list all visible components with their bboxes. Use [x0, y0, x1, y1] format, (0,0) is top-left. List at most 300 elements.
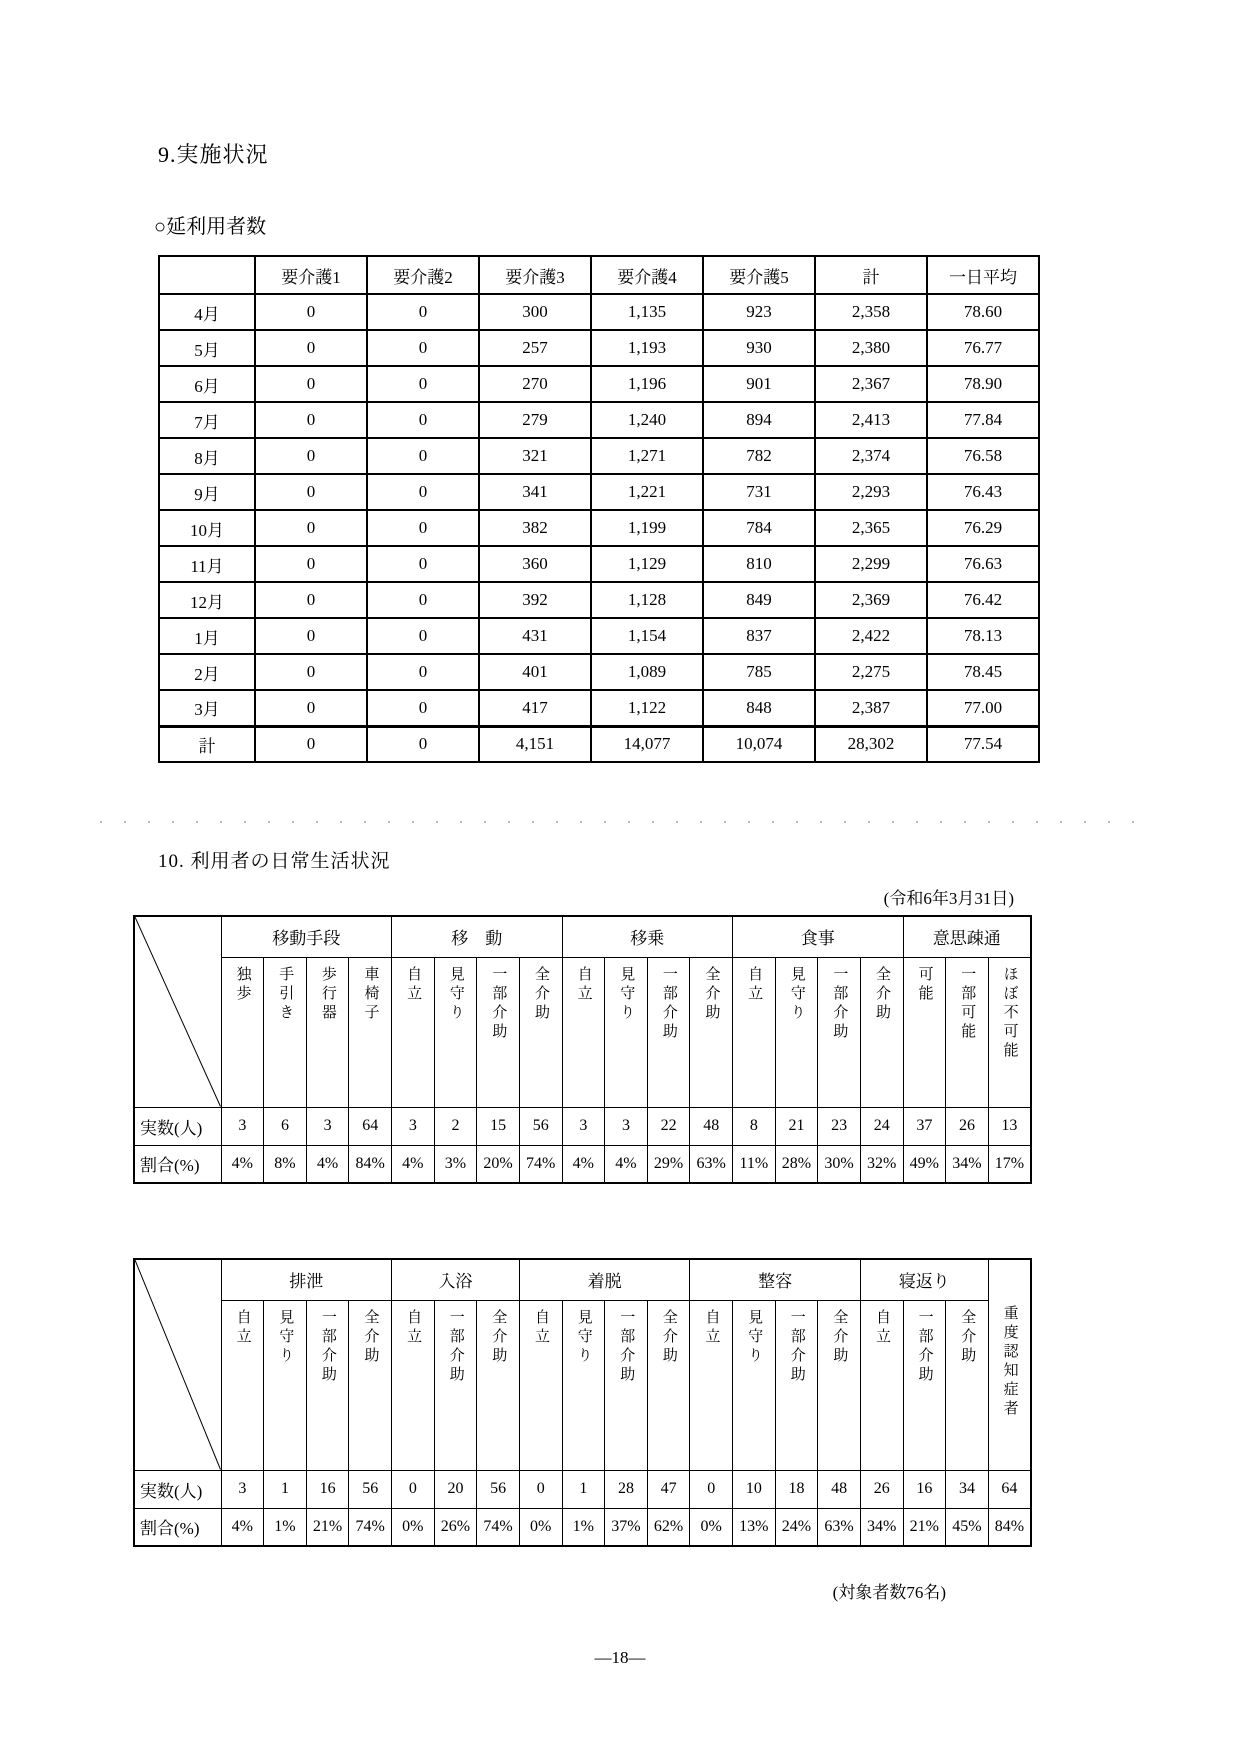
subheader-cell — [562, 1300, 605, 1470]
count-cell: 56 — [477, 1470, 520, 1508]
vertical-label: 一部介助 — [447, 1308, 464, 1385]
table-row — [159, 330, 1039, 366]
vertical-label: 全介助 — [873, 965, 890, 1023]
value-cell: 2,374 — [815, 438, 927, 474]
diagonal-cell — [134, 916, 221, 1107]
subheader-cell — [264, 1300, 307, 1470]
count-cell: 1 — [562, 1470, 605, 1508]
group-header: 着脱 — [519, 1259, 690, 1300]
count-cell: 16 — [903, 1470, 946, 1508]
count-cell: 26 — [946, 1107, 989, 1145]
value-cell: 0 — [367, 690, 479, 726]
count-cell: 37 — [903, 1107, 946, 1145]
subheader-cell — [733, 1300, 776, 1470]
vertical-label: 自立 — [405, 965, 422, 1004]
table-row — [159, 510, 1039, 546]
table-row — [159, 690, 1039, 726]
subheader-cell — [264, 957, 307, 1107]
value-cell: 0 — [367, 618, 479, 654]
percent-cell: 1% — [562, 1508, 605, 1546]
vertical-label: 全介助 — [660, 1308, 677, 1366]
count-cell: 22 — [647, 1107, 690, 1145]
count-cell: 56 — [349, 1470, 392, 1508]
value-cell: 1,193 — [591, 330, 703, 366]
row-label: 割合(%) — [134, 1508, 221, 1546]
vertical-label: 手引き — [277, 965, 294, 1023]
diagonal-line — [135, 917, 221, 1107]
group-header: 食事 — [733, 916, 904, 957]
percent-cell: 24% — [775, 1508, 818, 1546]
value-cell: 0 — [255, 510, 367, 546]
count-cell: 13 — [988, 1107, 1031, 1145]
vertical-label: 見守り — [277, 1308, 294, 1366]
subheader-cell — [477, 957, 520, 1107]
percent-cell: 28% — [775, 1145, 818, 1183]
value-cell: 360 — [479, 546, 591, 582]
percent-cell: 34% — [946, 1145, 989, 1183]
percent-cell: 4% — [562, 1145, 605, 1183]
table-row — [159, 294, 1039, 330]
value-cell: 76.77 — [927, 330, 1039, 366]
percent-cell: 0% — [690, 1508, 733, 1546]
row-label: 実数(人) — [134, 1470, 221, 1508]
counts-row — [134, 1107, 1031, 1145]
subheader-cell — [818, 1300, 861, 1470]
vertical-label: 一部可能 — [959, 965, 976, 1042]
value-cell: 0 — [255, 654, 367, 690]
vertical-label: 一部介助 — [660, 965, 677, 1042]
percent-cell: 74% — [349, 1508, 392, 1546]
value-cell: 77.54 — [927, 726, 1039, 762]
subheader-cell — [434, 1300, 477, 1470]
subheader-cell — [221, 957, 264, 1107]
count-cell: 0 — [519, 1470, 562, 1508]
percent-cell: 4% — [392, 1145, 435, 1183]
value-cell: 76.58 — [927, 438, 1039, 474]
value-cell: 1,196 — [591, 366, 703, 402]
value-cell: 1,271 — [591, 438, 703, 474]
value-cell: 930 — [703, 330, 815, 366]
count-cell: 6 — [264, 1107, 307, 1145]
subheader-cell — [733, 957, 776, 1107]
subheader-cell — [903, 957, 946, 1107]
value-cell: 0 — [255, 690, 367, 726]
vertical-label: 歩行器 — [319, 965, 336, 1023]
value-cell: 279 — [479, 402, 591, 438]
vertical-label: 見守り — [618, 965, 635, 1023]
users-table-caption: ○延利用者数 — [154, 216, 267, 238]
value-cell: 76.42 — [927, 582, 1039, 618]
count-cell: 47 — [647, 1470, 690, 1508]
value-cell: 0 — [367, 474, 479, 510]
subheader-cell — [392, 957, 435, 1107]
count-cell: 21 — [775, 1107, 818, 1145]
monthly-users-table-body — [159, 294, 1039, 762]
subheader-cell — [690, 1300, 733, 1470]
table-row — [159, 726, 1039, 762]
value-cell: 0 — [255, 618, 367, 654]
subheader-cell — [690, 957, 733, 1107]
subheader-cell — [818, 957, 861, 1107]
percent-cell: 26% — [434, 1508, 477, 1546]
subheader-cell — [647, 957, 690, 1107]
table-row — [159, 402, 1039, 438]
adl-table-1 — [133, 915, 1032, 1184]
value-cell: 785 — [703, 654, 815, 690]
vertical-label: 一部介助 — [916, 1308, 933, 1385]
value-cell: 2,413 — [815, 402, 927, 438]
value-cell: 0 — [255, 330, 367, 366]
count-cell: 64 — [988, 1470, 1031, 1508]
row-label-cell: 5月 — [159, 330, 255, 366]
percent-cell: 4% — [221, 1145, 264, 1183]
value-cell: 300 — [479, 294, 591, 330]
value-cell: 270 — [479, 366, 591, 402]
value-cell: 0 — [367, 366, 479, 402]
row-label-cell: 1月 — [159, 618, 255, 654]
value-cell: 341 — [479, 474, 591, 510]
value-cell: 848 — [703, 690, 815, 726]
vertical-label: 全介助 — [959, 1308, 976, 1366]
percent-cell: 3% — [434, 1145, 477, 1183]
page-number: —18— — [594, 1648, 646, 1667]
counts-row — [134, 1470, 1031, 1508]
table-row — [159, 438, 1039, 474]
value-cell: 784 — [703, 510, 815, 546]
subheader-cell — [392, 1300, 435, 1470]
value-cell: 78.45 — [927, 654, 1039, 690]
subheader-cell — [306, 1300, 349, 1470]
vertical-label: ほぼ不可能 — [1001, 965, 1018, 1061]
vertical-label: 自立 — [746, 965, 763, 1004]
value-cell: 431 — [479, 618, 591, 654]
subheader-cell — [349, 957, 392, 1107]
count-cell: 20 — [434, 1470, 477, 1508]
vertical-label: 自立 — [703, 1308, 720, 1347]
value-cell: 0 — [367, 726, 479, 762]
group-header-severe-dementia — [988, 1259, 1031, 1470]
percent-cell: 4% — [605, 1145, 648, 1183]
value-cell: 0 — [255, 438, 367, 474]
count-cell: 10 — [733, 1470, 776, 1508]
vertical-label: 自立 — [405, 1308, 422, 1347]
percent-cell: 84% — [988, 1508, 1031, 1546]
subheader-cell — [306, 957, 349, 1107]
percent-cell: 8% — [264, 1145, 307, 1183]
percent-cell: 63% — [818, 1508, 861, 1546]
value-cell: 76.43 — [927, 474, 1039, 510]
value-cell: 1,240 — [591, 402, 703, 438]
value-cell: 0 — [367, 294, 479, 330]
column-header: 要介護4 — [591, 256, 703, 294]
group-header: 意思疎通 — [903, 916, 1031, 957]
count-cell: 0 — [392, 1470, 435, 1508]
percent-cell: 37% — [605, 1508, 648, 1546]
subheader-cell — [605, 1300, 648, 1470]
percent-cell: 21% — [903, 1508, 946, 1546]
subheader-cell — [647, 1300, 690, 1470]
group-header-row — [134, 916, 1031, 957]
column-header: 一日平均 — [927, 256, 1039, 294]
subheader-cell — [221, 1300, 264, 1470]
section9-heading: 9.実施状況 — [158, 142, 269, 167]
subheader-row — [134, 957, 1031, 1107]
value-cell: 2,369 — [815, 582, 927, 618]
vertical-label: 自立 — [575, 965, 592, 1004]
vertical-label: 見守り — [447, 965, 464, 1023]
value-cell: 2,299 — [815, 546, 927, 582]
count-cell: 15 — [477, 1107, 520, 1145]
vertical-label: 全介助 — [490, 1308, 507, 1366]
vertical-label: 全介助 — [532, 965, 549, 1023]
value-cell: 0 — [367, 438, 479, 474]
count-cell: 8 — [733, 1107, 776, 1145]
value-cell: 78.90 — [927, 366, 1039, 402]
value-cell: 392 — [479, 582, 591, 618]
count-cell: 48 — [818, 1470, 861, 1508]
row-label-cell: 11月 — [159, 546, 255, 582]
subheader-cell — [946, 957, 989, 1107]
table-row — [159, 546, 1039, 582]
vertical-label: 一部介助 — [319, 1308, 336, 1385]
dotted-separator — [100, 821, 1146, 823]
value-cell: 76.63 — [927, 546, 1039, 582]
column-header: 計 — [815, 256, 927, 294]
subheader-cell — [775, 957, 818, 1107]
adl-table-2 — [133, 1258, 1032, 1547]
subheader-row — [134, 1300, 1031, 1470]
group-header: 整容 — [690, 1259, 861, 1300]
vertical-label: 全介助 — [362, 1308, 379, 1366]
group-header: 排泄 — [221, 1259, 392, 1300]
value-cell: 2,275 — [815, 654, 927, 690]
vertical-label: 見守り — [746, 1308, 763, 1366]
value-cell: 1,128 — [591, 582, 703, 618]
value-cell: 2,365 — [815, 510, 927, 546]
subheader-cell — [775, 1300, 818, 1470]
value-cell: 923 — [703, 294, 815, 330]
group-header: 入浴 — [392, 1259, 520, 1300]
count-cell: 26 — [860, 1470, 903, 1508]
column-header: 要介護3 — [479, 256, 591, 294]
vertical-label: 見守り — [575, 1308, 592, 1366]
value-cell: 257 — [479, 330, 591, 366]
subheader-cell — [988, 957, 1031, 1107]
count-cell: 3 — [306, 1107, 349, 1145]
percent-cell: 4% — [221, 1508, 264, 1546]
value-cell: 837 — [703, 618, 815, 654]
value-cell: 0 — [255, 582, 367, 618]
value-cell: 810 — [703, 546, 815, 582]
row-label-cell: 9月 — [159, 474, 255, 510]
count-cell: 3 — [221, 1470, 264, 1508]
count-cell: 3 — [221, 1107, 264, 1145]
value-cell: 321 — [479, 438, 591, 474]
vertical-label: 全介助 — [703, 965, 720, 1023]
vertical-label: 一部介助 — [490, 965, 507, 1042]
value-cell: 0 — [367, 582, 479, 618]
vertical-label: 自立 — [234, 1308, 251, 1347]
diagonal-line — [135, 1260, 221, 1470]
vertical-label: 可能 — [916, 965, 933, 1004]
section10-heading: 10. 利用者の日常生活状況 — [158, 851, 391, 872]
vertical-label: 一部介助 — [618, 1308, 635, 1385]
value-cell: 1,089 — [591, 654, 703, 690]
row-label-cell: 12月 — [159, 582, 255, 618]
count-cell: 3 — [562, 1107, 605, 1145]
percent-cell: 84% — [349, 1145, 392, 1183]
value-cell: 0 — [255, 726, 367, 762]
value-cell: 0 — [255, 294, 367, 330]
value-cell: 731 — [703, 474, 815, 510]
subheader-cell — [349, 1300, 392, 1470]
subheader-cell — [477, 1300, 520, 1470]
value-cell: 2,367 — [815, 366, 927, 402]
percent-cell: 20% — [477, 1145, 520, 1183]
value-cell: 782 — [703, 438, 815, 474]
row-label: 割合(%) — [134, 1145, 221, 1183]
percent-cell: 49% — [903, 1145, 946, 1183]
count-cell: 48 — [690, 1107, 733, 1145]
row-label-cell: 4月 — [159, 294, 255, 330]
value-cell: 1,129 — [591, 546, 703, 582]
value-cell: 901 — [703, 366, 815, 402]
percent-cell: 74% — [477, 1508, 520, 1546]
value-cell: 894 — [703, 402, 815, 438]
column-header: 要介護1 — [255, 256, 367, 294]
table-row — [159, 366, 1039, 402]
table-row — [159, 582, 1039, 618]
value-cell: 0 — [367, 330, 479, 366]
count-cell: 28 — [605, 1470, 648, 1508]
row-label-cell: 7月 — [159, 402, 255, 438]
group-header: 移 動 — [392, 916, 563, 957]
vertical-label: 一部介助 — [831, 965, 848, 1042]
percent-cell: 0% — [392, 1508, 435, 1546]
value-cell: 0 — [367, 654, 479, 690]
value-cell: 0 — [367, 546, 479, 582]
value-cell: 2,422 — [815, 618, 927, 654]
count-cell: 24 — [860, 1107, 903, 1145]
date-note: (令和6年3月31日) — [883, 889, 1014, 908]
column-header: 要介護5 — [703, 256, 815, 294]
value-cell: 78.13 — [927, 618, 1039, 654]
value-cell: 849 — [703, 582, 815, 618]
value-cell: 417 — [479, 690, 591, 726]
vertical-label: 独歩 — [234, 965, 251, 1004]
value-cell: 78.60 — [927, 294, 1039, 330]
group-header-row — [134, 1259, 1031, 1300]
vertical-label: 見守り — [788, 965, 805, 1023]
value-cell: 1,154 — [591, 618, 703, 654]
vertical-label: 自立 — [873, 1308, 890, 1347]
percent-cell: 63% — [690, 1145, 733, 1183]
vertical-label: 一部介助 — [788, 1308, 805, 1385]
percents-row — [134, 1508, 1031, 1546]
count-cell: 56 — [519, 1107, 562, 1145]
column-header: 要介護2 — [367, 256, 479, 294]
row-label: 実数(人) — [134, 1107, 221, 1145]
percent-cell: 62% — [647, 1508, 690, 1546]
subheader-cell — [434, 957, 477, 1107]
value-cell: 401 — [479, 654, 591, 690]
subheader-cell — [860, 1300, 903, 1470]
percent-cell: 1% — [264, 1508, 307, 1546]
value-cell: 2,380 — [815, 330, 927, 366]
value-cell: 4,151 — [479, 726, 591, 762]
value-cell: 77.84 — [927, 402, 1039, 438]
row-label-cell: 計 — [159, 726, 255, 762]
subheader-cell — [946, 1300, 989, 1470]
value-cell: 1,122 — [591, 690, 703, 726]
value-cell: 1,199 — [591, 510, 703, 546]
count-cell: 3 — [392, 1107, 435, 1145]
header-row — [159, 256, 1039, 294]
percent-cell: 29% — [647, 1145, 690, 1183]
row-label-cell: 6月 — [159, 366, 255, 402]
value-cell: 382 — [479, 510, 591, 546]
subheader-cell — [605, 957, 648, 1107]
percent-cell: 11% — [733, 1145, 776, 1183]
value-cell: 0 — [255, 366, 367, 402]
percent-cell: 34% — [860, 1508, 903, 1546]
table-row — [159, 654, 1039, 690]
subheader-cell — [562, 957, 605, 1107]
percent-cell: 45% — [946, 1508, 989, 1546]
count-cell: 2 — [434, 1107, 477, 1145]
value-cell: 77.00 — [927, 690, 1039, 726]
value-cell: 0 — [255, 402, 367, 438]
value-cell: 2,358 — [815, 294, 927, 330]
percent-cell: 74% — [519, 1145, 562, 1183]
value-cell: 2,293 — [815, 474, 927, 510]
count-cell: 1 — [264, 1470, 307, 1508]
group-header: 移乗 — [562, 916, 733, 957]
value-cell: 76.29 — [927, 510, 1039, 546]
count-cell: 0 — [690, 1470, 733, 1508]
value-cell: 0 — [367, 402, 479, 438]
count-cell: 16 — [306, 1470, 349, 1508]
subheader-cell — [519, 1300, 562, 1470]
subjects-note: (対象者数76名) — [832, 1583, 946, 1602]
value-cell: 1,221 — [591, 474, 703, 510]
percent-cell: 4% — [306, 1145, 349, 1183]
column-header — [159, 256, 255, 294]
monthly-users-table-head — [159, 256, 1039, 294]
value-cell: 0 — [255, 546, 367, 582]
count-cell: 34 — [946, 1470, 989, 1508]
group-header: 寝返り — [860, 1259, 988, 1300]
table-row — [159, 474, 1039, 510]
vertical-label: 自立 — [532, 1308, 549, 1347]
row-label-cell: 2月 — [159, 654, 255, 690]
count-cell: 64 — [349, 1107, 392, 1145]
value-cell: 2,387 — [815, 690, 927, 726]
value-cell: 0 — [255, 474, 367, 510]
value-cell: 0 — [367, 510, 479, 546]
count-cell: 23 — [818, 1107, 861, 1145]
value-cell: 1,135 — [591, 294, 703, 330]
vertical-label: 全介助 — [831, 1308, 848, 1366]
value-cell: 10,074 — [703, 726, 815, 762]
row-label-cell: 10月 — [159, 510, 255, 546]
subheader-cell — [903, 1300, 946, 1470]
vertical-label: 車椅子 — [362, 965, 379, 1023]
table-row — [159, 618, 1039, 654]
percent-cell: 0% — [519, 1508, 562, 1546]
subheader-cell — [860, 957, 903, 1107]
percents-row — [134, 1145, 1031, 1183]
